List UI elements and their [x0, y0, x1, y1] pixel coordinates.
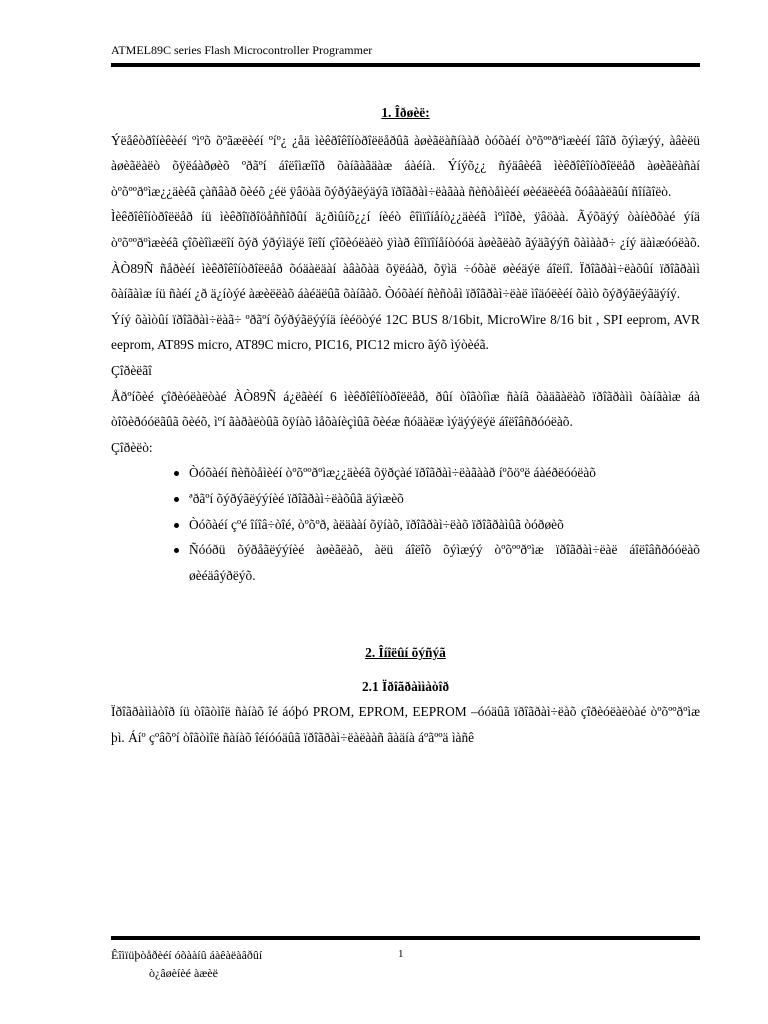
section-1-heading: 1. Îðøèë:: [381, 105, 430, 120]
list-item: ªðãºí õýðýãëýýíèé ïðîãðàì÷ëàõûã äýìæèõ: [189, 486, 700, 512]
page-number: 1: [398, 948, 404, 960]
paragraph-microcontroller: Ìèêðîêîíòðîëëåð íü ìèêðîïðîöåññîðûí ä¿ðìûíõ¿¿í íèéò êîìïîíåíò¿¿äèéã ìºìîðè, ÿâöàà. Ãýõäýý òàíèðõàé ýíä òºõººðºìæèéã çîõèîìæëîí õýð ýðýìäýë îëîí çîõèóëàëò ÿìàð êîìïîíåíòóóä àøèãëàõ ãýäãýýñ õàìààð÷ ¿íý äàìæóóëàõ. ÀÒ89Ñ ñåðèéí ìèêðîêîíòðîëëåð õóäàëäàí àâàõàä õÿëáàð, õÿìä ÷óõàë øèéäýë áîëíî. Ïðîãðàì÷ëàõûí ïðîãðàìì õàíãàìæ íü ñàéí ¿ð ä¿íòýé àæèëëàõ áàéäëûã õàíãàõ. Òóõàéí ñèñòåì ïðîãðàì÷ëàë ìîäóëèéí õàìò õýðýãëýãäýíý.: [111, 209, 700, 302]
paragraph-intro: Ýëåêòðîíèêèéí ºìºõ õºãæëèéí ºíº¿ ¿åä ìèêðîêîíòðîëëåðûã àøèãëàñíààð òóõàéí òºõººðºìæèéí îâîð õýìæýý, àâèëü àøèãëàëò õÿëáàðøèõ ºðãºí áîëîìæîîð õàíãàãäàæ áàéíà. Ýíýõ¿¿ ñýäâèéã ìèêðîêîíòðîëëåð àøèãëàñàí òºõººðºìæ¿¿äèéã çàñâàð õèéõ ¿éë ÿâöàä õýðýãëýäýã ïðîãðàì÷ëàãàà ñèñòåìèéí øèéäëèéã õóâààëãûí ñîíãîëò.: [111, 132, 700, 199]
tasks-label: Çîðèëò:: [111, 439, 153, 455]
header-rule: [111, 63, 700, 67]
support-text: Ýíý õàìòûí ïðîãðàì÷ëàã÷ ºðãºí õýðýãëýýíä íèéöòýé: [111, 311, 382, 327]
tasks-list: [111, 460, 700, 588]
paragraph-programmer: Ïðîãðàììàòîð íü òîãòìîë ñàíàõ îé áóþó PROM, EPROM, EEPROM –óóäûã ïðîãðàì÷ëàõ çîðèóëàëòàé òºõººðºìæ þì. Áíº çºâõºí òîãòìîë ñàíàõ îéíóóäûã ïðîãðàì÷ëàëààñ ãàäíà áºãººä ìàñê: [111, 704, 700, 746]
footer-text: [111, 946, 371, 982]
goal-label: Çîðèëãî: [111, 362, 152, 378]
list-item: Òóõàéí çºé îíîâ÷òîé, òºõºð, àëäààí õÿíàõ, ïðîãðàì÷ëàõ ïðîãðàìûã òóðøèõ: [189, 512, 700, 538]
list-item: Òóõàéí ñèñòåìèéí òºõººðºìæ¿¿äèéã õÿðçàé ïðîãðàì÷ëàãààð íºõöºë áàéðëóóëàõ: [189, 460, 700, 486]
document-body: [111, 100, 700, 751]
section-2-1-heading: 2.1 Ïðîãðàììàòîð: [361, 678, 450, 694]
support-list: 12C BUS 8/16bit, MicroWire 8/16 bit , SPI eeprom, AVR eeprom, AT89S micro, AT89C micro, PIC16, PIC12 micro ãýõ ìýòèéã.: [111, 311, 700, 353]
footer-rule: [111, 936, 700, 940]
list-item: Ñóóðü õýðåãëýýíèé àøèãëàõ, àëü áîëîõ õýìæýý òºõººðºìæ ïðîãðàì÷ëàë áîëîâñðóóëàõ øèéäâýðëýõ.: [189, 537, 700, 588]
section-2-heading: 2. Îíîëûí õýñýã: [365, 645, 446, 661]
page-header: ATMEL89C series Flash Microcontroller Programmer: [111, 43, 373, 57]
paragraph-support: [111, 307, 700, 358]
footer-line-1: Êîìïüþòåðèéí óõààíû áàêàëàâðûí: [111, 948, 263, 962]
paragraph-goal: Åðºíõèé çîðèóëàëòàé ÀÒ89Ñ á¿ëãèéí 6 ìèêðîêîíòðîëëåð, ðûí òîãòîìæ ñàíã õàäãàëàõ ïðîãðàìì õàíãàìæ áà òîõèðóóëãûã õèéõ, ìºí ãàðàëòûã õÿíàõ ìåõàíèçìûã õèéæ ñóäàëæ ìýäýýëýë áîëîâñðóóëàõ.: [111, 388, 700, 430]
footer-line-2: ò¿âøèíèé àæèë: [149, 966, 218, 980]
